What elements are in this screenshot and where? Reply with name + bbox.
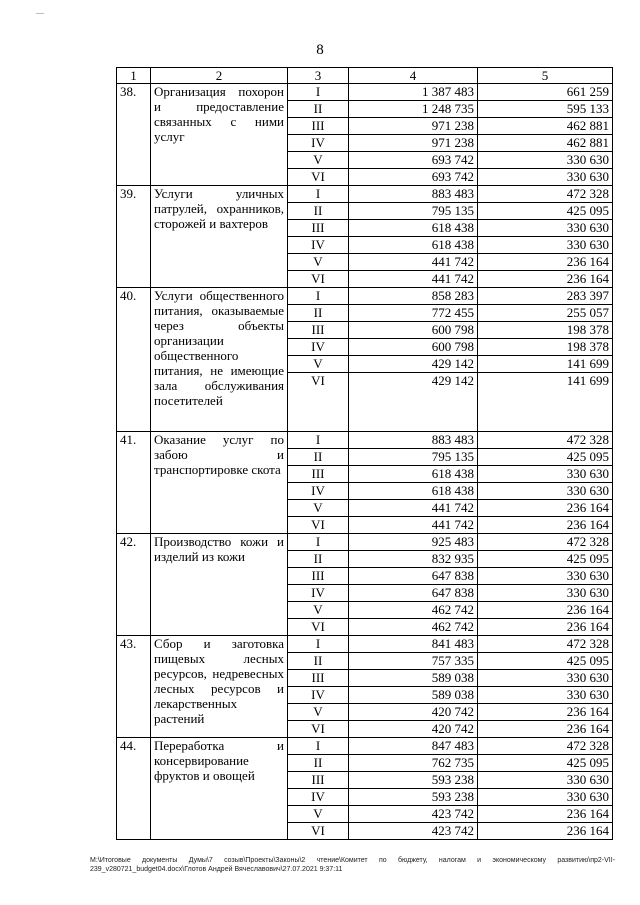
activity-name: Оказание услуг по забою и транспортировке скота (151, 432, 288, 534)
zone-cell: V (288, 356, 349, 373)
zone-cell: VI (288, 619, 349, 636)
value-cell-col4: 1 387 483 (349, 84, 478, 101)
value-cell-col5: 236 164 (478, 619, 613, 636)
value-cell-col5: 330 630 (478, 789, 613, 806)
value-cell-col4: 858 283 (349, 288, 478, 305)
value-cell-col5: 472 328 (478, 534, 613, 551)
table-row (117, 738, 613, 755)
zone-cell: V (288, 806, 349, 823)
row-number: 43. (117, 636, 151, 738)
value-cell-col5: 236 164 (478, 823, 613, 840)
value-cell-col5: 283 397 (478, 288, 613, 305)
value-cell-col4: 618 438 (349, 483, 478, 500)
value-cell-col5: 236 164 (478, 517, 613, 534)
value-cell-col5: 462 881 (478, 118, 613, 135)
value-cell-col4: 441 742 (349, 517, 478, 534)
value-cell-col4: 841 483 (349, 636, 478, 653)
value-cell-col4: 757 335 (349, 653, 478, 670)
value-cell-col5: 330 630 (478, 466, 613, 483)
value-cell-col5: 425 095 (478, 449, 613, 466)
row-number: 38. (117, 84, 151, 186)
value-cell-col4: 462 742 (349, 602, 478, 619)
row-number: 41. (117, 432, 151, 534)
value-cell-col4: 693 742 (349, 169, 478, 186)
value-cell-col4: 647 838 (349, 585, 478, 602)
value-cell-col5: 472 328 (478, 636, 613, 653)
table-header-row (117, 68, 613, 84)
zone-cell: IV (288, 585, 349, 602)
activity-name: Организация похорон и предоставление связанных с ними услуг (151, 84, 288, 186)
value-cell-col5: 595 133 (478, 101, 613, 118)
activity-name: Производство кожи и изделий из кожи (151, 534, 288, 636)
value-cell-col5: 661 259 (478, 84, 613, 101)
zone-cell: VI (288, 517, 349, 534)
zone-cell: II (288, 551, 349, 568)
value-cell-col4: 593 238 (349, 789, 478, 806)
value-cell-col4: 1 248 735 (349, 101, 478, 118)
value-cell-col4: 647 838 (349, 568, 478, 585)
page-number: 8 (316, 42, 324, 58)
zone-cell: III (288, 220, 349, 237)
value-cell-col4: 441 742 (349, 500, 478, 517)
value-cell-col4: 847 483 (349, 738, 478, 755)
value-cell-col5: 198 378 (478, 322, 613, 339)
zone-cell: VI (288, 373, 349, 432)
table-row (117, 432, 613, 449)
zone-cell: I (288, 636, 349, 653)
value-cell-col5: 330 630 (478, 237, 613, 254)
value-cell-col5: 425 095 (478, 203, 613, 220)
value-cell-col4: 883 483 (349, 186, 478, 203)
row-number: 40. (117, 288, 151, 432)
zone-cell: IV (288, 789, 349, 806)
zone-cell: II (288, 101, 349, 118)
zone-cell: III (288, 118, 349, 135)
value-cell-col5: 330 630 (478, 169, 613, 186)
zone-cell: III (288, 772, 349, 789)
value-cell-col4: 795 135 (349, 449, 478, 466)
row-number: 39. (117, 186, 151, 288)
value-cell-col4: 762 735 (349, 755, 478, 772)
zone-cell: II (288, 449, 349, 466)
activity-name: Переработка и консервирование фруктов и овощей (151, 738, 288, 840)
value-cell-col4: 589 038 (349, 670, 478, 687)
zone-cell: V (288, 254, 349, 271)
table-row (117, 534, 613, 551)
value-cell-col5: 330 630 (478, 568, 613, 585)
value-cell-col5: 472 328 (478, 186, 613, 203)
value-cell-col5: 330 630 (478, 670, 613, 687)
value-cell-col4: 772 455 (349, 305, 478, 322)
table-row (117, 288, 613, 305)
value-cell-col4: 832 935 (349, 551, 478, 568)
value-cell-col4: 600 798 (349, 322, 478, 339)
value-cell-col5: 425 095 (478, 755, 613, 772)
activity-name: Услуги уличных патрулей, охранников, сторожей и вахтеров (151, 186, 288, 288)
value-cell-col5: 425 095 (478, 551, 613, 568)
value-cell-col4: 693 742 (349, 152, 478, 169)
column-header: 3 (288, 68, 349, 84)
value-cell-col4: 429 142 (349, 356, 478, 373)
value-cell-col5: 425 095 (478, 653, 613, 670)
zone-cell: I (288, 738, 349, 755)
row-number: 42. (117, 534, 151, 636)
zone-cell: V (288, 500, 349, 517)
value-cell-col4: 423 742 (349, 823, 478, 840)
zone-cell: III (288, 568, 349, 585)
value-cell-col4: 441 742 (349, 254, 478, 271)
zone-cell: II (288, 305, 349, 322)
value-cell-col5: 330 630 (478, 585, 613, 602)
value-cell-col5: 462 881 (478, 135, 613, 152)
value-cell-col5: 330 630 (478, 483, 613, 500)
value-cell-col4: 593 238 (349, 772, 478, 789)
value-cell-col5: 236 164 (478, 271, 613, 288)
row-number: 44. (117, 738, 151, 840)
table-row (117, 186, 613, 203)
zone-cell: I (288, 84, 349, 101)
zone-cell: IV (288, 135, 349, 152)
zone-cell: I (288, 288, 349, 305)
zone-cell: IV (288, 237, 349, 254)
zone-cell: V (288, 152, 349, 169)
zone-cell: I (288, 186, 349, 203)
value-cell-col4: 420 742 (349, 704, 478, 721)
column-header: 1 (117, 68, 151, 84)
activity-name: Сбор и заготовка пищевых лесных ресурсов, недревесных лесных ресурсов и лекарственных растений (151, 636, 288, 738)
value-cell-col5: 472 328 (478, 738, 613, 755)
corner-mark: — (36, 8, 44, 17)
value-cell-col4: 420 742 (349, 721, 478, 738)
value-cell-col4: 600 798 (349, 339, 478, 356)
value-cell-col4: 618 438 (349, 220, 478, 237)
zone-cell: III (288, 670, 349, 687)
value-cell-col4: 462 742 (349, 619, 478, 636)
zone-cell: VI (288, 721, 349, 738)
table-row (117, 636, 613, 653)
document-footer-path: M:\Итоговые документы Думы\7 созыв\Проекты\Законы\2 чтение\Комитет по бюджету, налогам и экономическому развитию\пр2-VII-239_v280721_budget04.docx\Глотов Андрей Вячеславович\27.07.2021 9:37:11 (90, 857, 615, 873)
value-cell-col5: 236 164 (478, 500, 613, 517)
value-cell-col4: 423 742 (349, 806, 478, 823)
tax-rate-table (116, 67, 613, 840)
value-cell-col5: 236 164 (478, 254, 613, 271)
value-cell-col4: 971 238 (349, 135, 478, 152)
zone-cell: V (288, 704, 349, 721)
column-header: 2 (151, 68, 288, 84)
value-cell-col4: 618 438 (349, 237, 478, 254)
table-row (117, 84, 613, 101)
zone-cell: I (288, 534, 349, 551)
zone-cell: IV (288, 687, 349, 704)
value-cell-col4: 795 135 (349, 203, 478, 220)
value-cell-col4: 925 483 (349, 534, 478, 551)
column-header: 4 (349, 68, 478, 84)
value-cell-col5: 236 164 (478, 806, 613, 823)
value-cell-col5: 236 164 (478, 704, 613, 721)
value-cell-col5: 330 630 (478, 687, 613, 704)
value-cell-col5: 255 057 (478, 305, 613, 322)
zone-cell: VI (288, 169, 349, 186)
value-cell-col5: 330 630 (478, 152, 613, 169)
value-cell-col5: 141 699 (478, 356, 613, 373)
zone-cell: IV (288, 483, 349, 500)
value-cell-col5: 472 328 (478, 432, 613, 449)
value-cell-col5: 330 630 (478, 220, 613, 237)
zone-cell: I (288, 432, 349, 449)
value-cell-col5: 236 164 (478, 721, 613, 738)
value-cell-col5: 236 164 (478, 602, 613, 619)
zone-cell: VI (288, 823, 349, 840)
value-cell-col5: 198 378 (478, 339, 613, 356)
zone-cell: III (288, 322, 349, 339)
value-cell-col5: 141 699 (478, 373, 613, 432)
value-cell-col4: 618 438 (349, 466, 478, 483)
value-cell-col4: 589 038 (349, 687, 478, 704)
zone-cell: II (288, 653, 349, 670)
value-cell-col5: 330 630 (478, 772, 613, 789)
zone-cell: V (288, 602, 349, 619)
zone-cell: II (288, 203, 349, 220)
zone-cell: IV (288, 339, 349, 356)
activity-name: Услуги общественного питания, оказываемые через объекты организации общественного питания, не имеющие зала обслуживания посетителей (151, 288, 288, 432)
zone-cell: VI (288, 271, 349, 288)
zone-cell: III (288, 466, 349, 483)
value-cell-col4: 429 142 (349, 373, 478, 432)
value-cell-col4: 441 742 (349, 271, 478, 288)
column-header: 5 (478, 68, 613, 84)
value-cell-col4: 971 238 (349, 118, 478, 135)
zone-cell: II (288, 755, 349, 772)
value-cell-col4: 883 483 (349, 432, 478, 449)
